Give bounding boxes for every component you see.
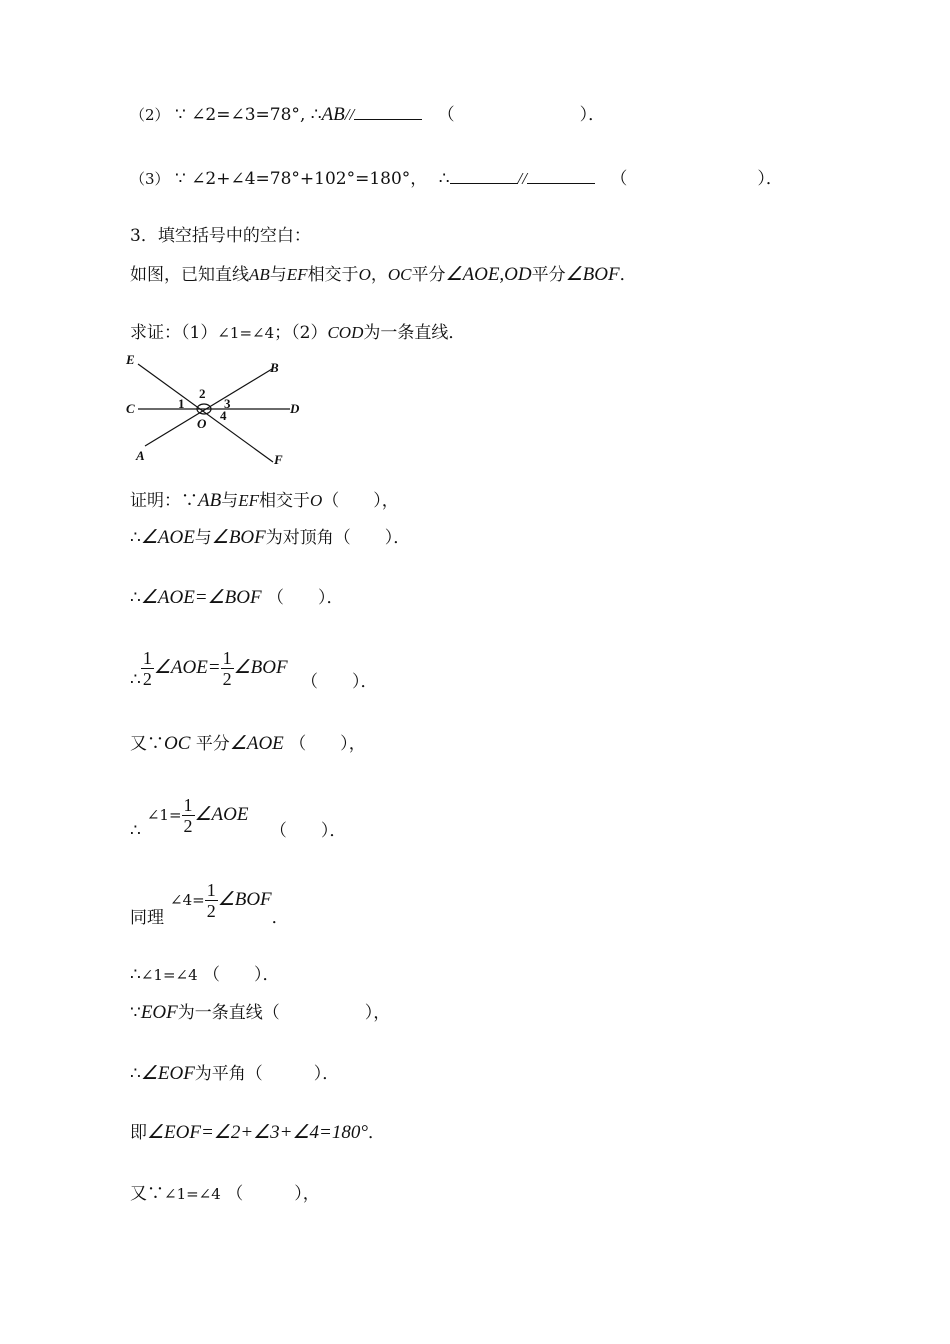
proof-step-8 — [130, 964, 280, 986]
proof-text: 又 — [130, 1184, 147, 1204]
item-label: （3） — [130, 170, 170, 188]
fraction-numerator: 1 — [183, 795, 193, 815]
fraction-half — [182, 795, 195, 836]
line-cod: COD — [327, 323, 364, 342]
proof-text: 为平角 — [194, 1064, 246, 1084]
line-3 — [130, 168, 783, 190]
reason-blank[interactable]: （ ） — [267, 588, 327, 608]
proof-text: 与 — [194, 528, 212, 548]
therefore-symbol: ∴ — [130, 1064, 141, 1084]
angle-aoe-od: ∠AOE,OD — [445, 264, 532, 285]
reason-blank[interactable]: （ ） — [289, 734, 349, 754]
because-symbol: ∵ — [174, 105, 186, 125]
ray-oc: OC — [164, 733, 191, 754]
proof-text: 即 — [130, 1123, 147, 1143]
reason-blank[interactable]: （ ） — [262, 1003, 374, 1023]
angle-label-1: 1 — [178, 396, 185, 411]
fraction-numerator: 1 — [222, 648, 232, 668]
problem-3-given — [130, 264, 637, 286]
point-o: O — [310, 491, 323, 510]
proof-step-7 — [130, 880, 289, 929]
fraction-half — [221, 648, 234, 689]
given-text: 平分 — [531, 265, 566, 285]
because-symbol: ∵ — [130, 1003, 141, 1023]
line-2: （2） ∵ ∠2=∠3=78°, ∴AB// （ ）． — [130, 104, 606, 125]
proof-text: ． — [322, 1064, 340, 1084]
fraction-numerator: 1 — [142, 648, 152, 668]
proof-step-5 — [130, 733, 366, 755]
parallel-symbol: // — [517, 169, 527, 188]
answer-blank-left[interactable] — [450, 169, 518, 184]
proof-text: 为对顶角 — [265, 528, 334, 548]
line-ab — [145, 369, 272, 446]
angle-aoe: ∠AOE — [194, 804, 249, 825]
proof-text: 为一条直线 — [177, 1003, 263, 1023]
problem-3-heading: 3．填空括号中的空白： — [130, 226, 311, 246]
fraction-denominator: 2 — [183, 816, 193, 836]
angle-equation: ∠1=∠4 — [140, 966, 198, 984]
proof-step-3 — [130, 587, 344, 609]
reason-paren-open: （ — [610, 169, 628, 189]
proof-text: 又 — [130, 734, 147, 754]
proof-text: 证明： — [130, 491, 181, 511]
segment-ab: AB — [321, 104, 345, 125]
line-ef: EF — [238, 491, 259, 510]
angle-equation: ∠1=∠4 — [164, 1185, 221, 1203]
proof-text: ， — [302, 1184, 320, 1204]
given-text: 与 — [269, 265, 287, 285]
proof-step-9 — [130, 1002, 390, 1024]
angle-aoe: ∠AOE — [140, 527, 195, 548]
proof-step-11 — [130, 1122, 385, 1144]
prove-text: ；（2） — [274, 323, 328, 343]
given-text: 如图，已知直线 — [130, 265, 249, 285]
reason-blank[interactable]: （ ） — [203, 965, 263, 985]
point-o: O — [358, 265, 371, 284]
angle-label-2: 2 — [199, 386, 206, 401]
item-label: （2） — [130, 106, 170, 124]
proof-step-6 — [130, 795, 346, 842]
therefore-symbol: ∴ — [130, 965, 141, 985]
proof-step-1 — [130, 490, 399, 512]
reason-blank[interactable]: （ ） — [226, 1184, 303, 1204]
period: ． — [765, 169, 783, 189]
angle-bof: ∠BOF — [211, 527, 266, 548]
period: ． — [588, 105, 606, 125]
proof-text: ． — [393, 528, 411, 548]
proof-text: ， — [348, 734, 366, 754]
proof-text: ， — [381, 491, 399, 511]
angle-equation: ∠AOE=∠BOF — [140, 587, 262, 608]
proof-step-10 — [130, 1063, 339, 1085]
fraction-half — [205, 880, 218, 921]
answer-blank[interactable] — [354, 105, 422, 120]
therefore-symbol: ∴ — [310, 105, 322, 125]
given-text: ． — [619, 265, 637, 285]
point-label-o: O — [197, 416, 207, 431]
therefore-symbol: ∴ — [130, 528, 141, 548]
reason-paren-close: ） — [757, 169, 766, 189]
angle-expression: ∠1= — [146, 806, 182, 824]
proof-text: 相交于 — [259, 491, 310, 511]
reason-blank[interactable]: （ ） — [301, 672, 361, 692]
fraction-denominator: 2 — [222, 669, 232, 689]
proof-text: ， — [373, 1003, 391, 1023]
because-symbol: ∵ — [147, 734, 164, 754]
point-label-e: E — [126, 352, 135, 367]
reason-paren-close: ） — [579, 105, 589, 125]
proof-step-4 — [130, 648, 378, 693]
proof-text: ． — [262, 965, 280, 985]
therefore-symbol: ∴ — [130, 670, 141, 690]
line-ab: AB — [198, 490, 222, 511]
fraction-denominator: 2 — [206, 901, 216, 921]
proof-step-12 — [130, 1183, 320, 1205]
angle-label-4: 4 — [220, 408, 227, 423]
reason-blank[interactable]: （ ） — [269, 821, 330, 841]
parallel-symbol: // — [344, 105, 355, 124]
geometry-figure — [120, 350, 310, 470]
proof-text: ． — [360, 672, 378, 692]
line-ab: AB — [249, 265, 270, 284]
prove-text: 求证：（1） — [130, 323, 218, 343]
therefore-symbol: ∴ — [130, 588, 141, 608]
angle-bof: ∠BOF — [565, 264, 620, 285]
given-text: 相交于 — [307, 265, 359, 285]
point-label-a: A — [136, 448, 145, 463]
proof-step-2 — [130, 527, 410, 549]
angle-bof: ∠BOF — [233, 657, 288, 678]
given-text: ， — [370, 265, 388, 285]
prove-text: 为一条直线． — [363, 323, 466, 343]
angle-aoe: ∠AOE — [229, 733, 284, 754]
therefore-symbol: ∴ — [438, 169, 450, 189]
prove-angle-expr: ∠1=∠4 — [217, 324, 275, 342]
reason-paren-open: （ — [437, 105, 455, 125]
angle-bof: ∠BOF — [217, 889, 272, 910]
angle-eof: ∠EOF — [140, 1063, 195, 1084]
angle-expression: ∠2=∠3=78° — [191, 105, 300, 125]
because-symbol: ∵ — [147, 1184, 164, 1204]
reason-blank[interactable]: （ ） — [333, 528, 394, 548]
proof-text: 平分 — [195, 734, 230, 754]
problem-3-prove — [130, 322, 465, 344]
fraction-half — [141, 648, 154, 689]
proof-text: 与 — [221, 491, 239, 511]
line-eof: EOF — [140, 1002, 178, 1023]
point-label-c: C — [126, 401, 135, 416]
point-label-b: B — [270, 360, 279, 375]
point-label-d: D — [290, 401, 300, 416]
reason-blank[interactable]: （ ） — [245, 1064, 323, 1084]
fraction-numerator: 1 — [206, 880, 216, 900]
angle-label-3: 3 — [224, 396, 231, 411]
line-ef: EF — [286, 265, 308, 284]
reason-blank[interactable]: （ ） — [322, 491, 382, 511]
proof-text: ． — [326, 588, 344, 608]
because-symbol: ∵ — [174, 169, 186, 189]
given-text: 平分 — [411, 265, 446, 285]
answer-blank-right[interactable] — [527, 169, 595, 184]
angle-sum-equation: ∠EOF=∠2+∠3+∠4=180° — [147, 1122, 368, 1143]
ray-oc: OC — [387, 265, 412, 284]
line-ef — [138, 364, 273, 462]
proof-text: ． — [329, 821, 347, 841]
therefore-symbol: ∴ — [130, 821, 141, 841]
because-symbol: ∵ — [181, 491, 198, 511]
angle-expression: ∠4= — [170, 891, 205, 909]
proof-text: 同理 — [130, 908, 164, 928]
angle-sum-expression: ∠2+∠4=78°+102°=180°， — [191, 169, 428, 189]
proof-text: ． — [271, 908, 289, 928]
angle-aoe: ∠AOE= — [153, 657, 221, 678]
proof-text: ． — [367, 1123, 385, 1143]
point-label-f: F — [274, 452, 283, 467]
fraction-denominator: 2 — [142, 669, 152, 689]
